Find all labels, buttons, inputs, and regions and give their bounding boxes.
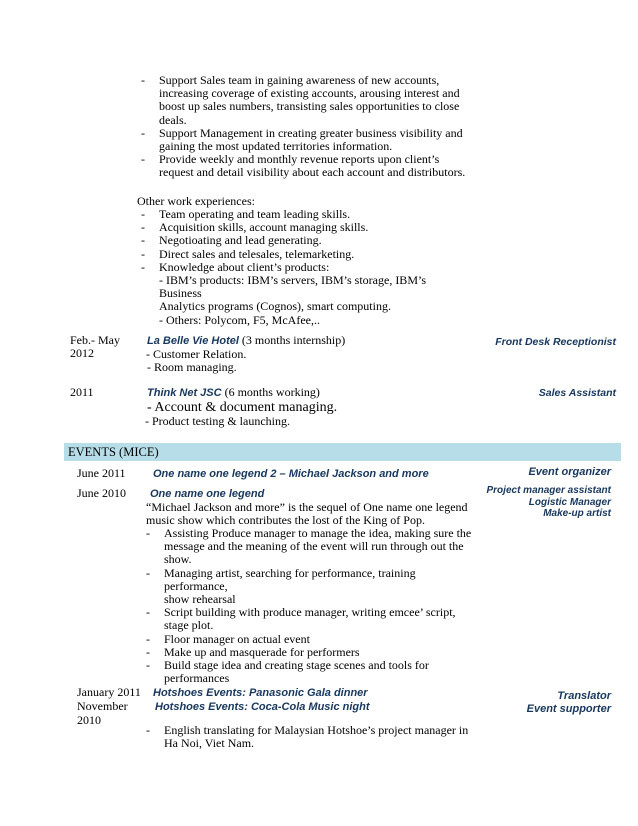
list-item: - Support Sales team in gaining awareness of new accounts, increasing coverage of existing accounts, arousing interest and boost up sales numbers, transisting sales opportunities to close deals. [141,74,471,127]
job1-role: Front Desk Receptionist [495,336,616,348]
text-line: - Others: Polycom, F5, McAfee,.. [159,312,320,327]
text-line: show rehearsal [164,592,236,607]
text-line: Managing artist, searching for performance, training performance, [164,565,416,593]
text-line: Provide weekly and monthly revenue reports upon client’s [159,152,440,167]
duty-item: - Room managing. [147,360,237,375]
text-line: Build stage idea and creating stage scenes and tools for [164,658,429,673]
text-line: Script building with produce manager, writing emcee’ script, [164,605,456,620]
text-line: Support Sales team in gaining awareness of new accounts, [159,73,440,87]
event1-title: One name one legend 2 – Michael Jackson and more [153,468,429,480]
event3-roles [527,690,611,716]
role-text: Event supporter [526,703,611,715]
event3-titles [153,686,370,714]
text-line: Knowledge about client’s products: [159,259,330,274]
top-bullets [141,74,471,180]
list-item: - Support Management in creating greater business visibility and gaining the most updated territories information. [141,127,471,153]
list-item: - Provide weekly and monthly revenue reports upon client’s request and detail visibility about each account and distributors. [141,153,471,179]
list-item: - Team operating and team leading skills. [141,207,351,221]
text-line: boost up sales numbers, transisting sales opportunities to close [159,99,460,114]
event-title: Hotshoes Events: Panasonic Gala dinner [153,687,368,699]
text-line: show. [164,552,192,567]
text-line: performances [164,671,230,686]
text-line: English translating for Malaysian Hotshoe’s project manager in [164,723,469,737]
text-line: increasing coverage of existing accounts, arousing interest and [159,86,460,101]
list-item: - Negotioating and lead generating. [141,233,322,248]
role-text: Project manager assistant [486,485,611,496]
job2-date: 2011 [70,385,94,399]
date-text: 2010 [77,713,101,727]
list-item: - Make up and masquerade for performers [146,644,360,659]
job1-date [70,334,120,360]
list-item: - Managing artist, searching for performance, training performance, show rehearsal [146,567,476,607]
company-note: (3 months internship) [238,333,346,347]
event1-date: June 2011 [77,466,126,480]
list-item: - Script building with produce manager, writing emcee’ script, stage plot. [146,606,476,632]
event2-date: June 2010 [77,486,126,500]
list-item: - English translating for Malaysian Hotshoe’s project manager in Ha Noi, Viet Nam. [146,724,476,750]
company-note: (6 months working) [221,385,320,399]
event3-dates [77,685,141,727]
section-title: EVENTS (MICE) [68,445,159,459]
job1-duties [146,348,246,374]
job2-company-line [147,386,320,400]
text-line: deals. [159,112,187,127]
job2-role: Sales Assistant [538,387,616,399]
list-item: - Assisting Produce manager to manage the idea, making sure the message and the meaning of the event will run through out the show. [146,527,476,567]
role-text: Make-up artist [543,508,611,519]
text-line: “Michael Jackson and more” is the sequel of One name one legend [146,500,468,514]
date-text: January 2011 [77,685,141,699]
text-line: message and the meaning of the event will run through out the [164,539,464,554]
text-line: - IBM’s products: IBM’s servers, IBM’s storage, IBM’s Business [159,273,426,301]
text-line: request and detail visibility about each account and distributors. [159,165,466,180]
event-title: Hotshoes Events: Coca-Cola Music night [155,701,370,713]
event2-title: One name one legend [150,488,265,500]
event2-roles [487,485,612,520]
duty-item: - Customer Relation. [146,347,247,361]
role-text: Logistic Manager [528,496,611,508]
date-text: November [77,699,128,713]
event2-bullets [146,527,476,685]
other-work-heading: Other work experiences: [137,194,255,208]
role-text: Translator [557,690,611,702]
event3-bullets [146,724,476,750]
list-item: - Floor manager on actual event [146,631,310,646]
event1-role: Event organizer [528,466,611,478]
company-name: Think Net JSC [147,387,222,399]
job2-duty-small: - Product testing & launching. [145,414,290,428]
date-text: Feb.- May [70,333,120,347]
event2-description [146,501,468,527]
text-line: Assisting Produce manager to manage the idea, making sure the [164,526,472,540]
text-line: Analytics programs (Cognos), smart computing. [159,299,391,314]
list-item: - Knowledge about client’s products: - IBM’s products: IBM’s servers, IBM’s storage, IBM’s Business Analytics programs (Cognos), smart computing. - Others: Polycom, F5, McAfee,.. [141,261,471,327]
company-name: La Belle Vie Hotel [147,335,239,347]
list-item: - Direct sales and telesales, telemarketing. [141,246,355,261]
list-item: - Build stage idea and creating stage scenes and tools for performances [146,659,476,685]
text-line: Ha Noi, Viet Nam. [164,736,255,751]
list-item: - Acquisition skills, account managing skills. [141,220,369,235]
job2-duty-large: - Account & document managing. [147,400,338,415]
date-text: 2012 [70,346,94,361]
text-line: gaining the most updated territories information. [159,139,393,154]
text-line: music show which contributes the lost of the King of Pop. [146,513,425,528]
text-line: Support Management in creating greater business visibility and [159,125,463,140]
other-work-list [141,208,471,327]
events-section-header [64,443,621,461]
text-line: stage plot. [164,618,214,633]
